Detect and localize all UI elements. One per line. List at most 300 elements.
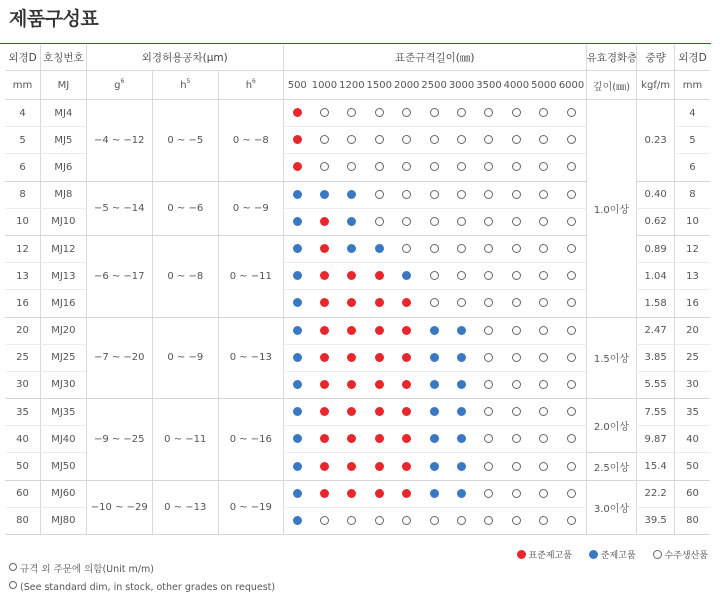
length-cell	[475, 208, 502, 235]
stock-dot-icon	[293, 407, 302, 416]
length-cell	[503, 235, 530, 262]
note-circle-icon	[9, 581, 17, 589]
order-circle-icon	[375, 108, 384, 117]
order-circle-icon	[567, 162, 576, 171]
stock-dot-icon	[293, 298, 302, 307]
order-circle-icon	[402, 162, 411, 171]
stock-dot-icon	[430, 380, 439, 389]
outer-d-right-cell: 35	[674, 399, 710, 426]
standard-dot-icon	[402, 462, 411, 471]
stock-dot-icon	[347, 190, 356, 199]
code-cell: MJ13	[41, 263, 87, 290]
title-divider	[0, 43, 711, 44]
outer-d-cell: 16	[5, 290, 41, 317]
code-cell: MJ80	[41, 507, 87, 534]
length-cell	[475, 290, 502, 317]
length-cell	[283, 100, 310, 127]
order-circle-icon	[430, 271, 439, 280]
legend	[503, 548, 709, 561]
standard-dot-icon	[375, 434, 384, 443]
standard-dot-icon	[320, 380, 329, 389]
code-cell: MJ25	[41, 344, 87, 371]
length-cell	[530, 317, 557, 344]
code-cell: MJ35	[41, 399, 87, 426]
stock-dot-icon	[457, 353, 466, 362]
length-cell	[420, 507, 447, 534]
length-cell	[366, 208, 393, 235]
length-cell	[283, 235, 310, 262]
order-circle-icon	[320, 135, 329, 144]
stock-dot-icon	[347, 217, 356, 226]
standard-dot-icon	[320, 326, 329, 335]
length-cell	[393, 399, 420, 426]
order-circle-icon	[539, 271, 548, 280]
standard-dot-icon	[375, 489, 384, 498]
order-circle-icon	[539, 353, 548, 362]
length-cell	[338, 399, 365, 426]
standard-dot-icon	[347, 462, 356, 471]
outer-d-right-cell: 13	[674, 263, 710, 290]
order-circle-icon	[512, 244, 521, 253]
tolerance-h6-cell: 0 ~ −19	[218, 480, 283, 534]
standard-dot-icon	[293, 135, 302, 144]
code-cell: MJ8	[41, 181, 87, 208]
length-cell	[475, 507, 502, 534]
order-circle-icon	[484, 217, 493, 226]
length-cell	[475, 154, 502, 181]
subheader-g6: $g^6$	[86, 71, 152, 100]
length-cell	[366, 507, 393, 534]
standard-dot-icon	[347, 271, 356, 280]
length-cell	[475, 100, 502, 127]
outer-d-cell: 6	[5, 154, 41, 181]
length-cell	[503, 344, 530, 371]
length-cell	[393, 100, 420, 127]
length-cell	[393, 480, 420, 507]
order-circle-icon	[402, 190, 411, 199]
outer-d-right-cell: 16	[674, 290, 710, 317]
stock-dot-icon	[457, 380, 466, 389]
length-cell	[366, 235, 393, 262]
length-cell	[283, 453, 310, 480]
legend-order: 수주생산품	[653, 551, 708, 561]
order-circle-icon	[430, 298, 439, 307]
outer-d-cell: 12	[5, 235, 41, 262]
stock-dot-icon	[457, 462, 466, 471]
outer-d-cell: 50	[5, 453, 41, 480]
length-cell	[393, 317, 420, 344]
order-circle-icon	[512, 108, 521, 117]
order-circle-icon	[512, 516, 521, 525]
order-circle-icon	[402, 108, 411, 117]
length-cell	[393, 127, 420, 154]
note-circle-icon	[9, 563, 17, 571]
length-cell	[283, 344, 310, 371]
length-cell	[366, 127, 393, 154]
length-cell	[558, 399, 587, 426]
length-cell	[393, 453, 420, 480]
length-cell	[503, 453, 530, 480]
length-cell	[393, 290, 420, 317]
product-table	[5, 45, 710, 535]
order-circle-icon	[539, 434, 548, 443]
standard-dot-icon	[375, 407, 384, 416]
order-circle-icon	[484, 271, 493, 280]
outer-d-cell: 20	[5, 317, 41, 344]
weight-cell: 1.04	[637, 263, 675, 290]
weight-cell: 0.40	[637, 181, 675, 208]
order-circle-icon	[457, 217, 466, 226]
outer-d-right-cell: 40	[674, 426, 710, 453]
outer-d-right-cell: 8	[674, 181, 710, 208]
length-cell	[393, 208, 420, 235]
order-circle-icon	[320, 162, 329, 171]
length-header: 3000	[448, 71, 475, 100]
length-cell	[338, 344, 365, 371]
order-circle-icon	[512, 298, 521, 307]
stock-dot-icon	[293, 353, 302, 362]
length-cell	[448, 344, 475, 371]
header-outer-d-right: 외경D	[674, 45, 710, 71]
length-cell	[558, 127, 587, 154]
length-cell	[366, 181, 393, 208]
order-circle-icon	[484, 353, 493, 362]
length-cell	[420, 290, 447, 317]
table-row	[5, 480, 710, 507]
header-outer-d: 외경D	[5, 45, 41, 71]
length-cell	[558, 263, 587, 290]
length-cell	[366, 100, 393, 127]
length-cell	[530, 426, 557, 453]
order-circle-icon	[402, 217, 411, 226]
length-cell	[448, 181, 475, 208]
order-circle-icon	[539, 244, 548, 253]
tolerance-h5-cell: 0 ~ −11	[152, 399, 218, 481]
outer-d-cell: 60	[5, 480, 41, 507]
length-cell	[475, 263, 502, 290]
order-circle-icon	[457, 108, 466, 117]
length-cell	[475, 453, 502, 480]
standard-dot-icon	[347, 298, 356, 307]
header-code: 호칭번호	[41, 45, 87, 71]
order-circle-icon	[347, 162, 356, 171]
length-cell	[475, 235, 502, 262]
length-cell	[475, 480, 502, 507]
length-cell	[311, 290, 338, 317]
length-cell	[558, 208, 587, 235]
length-header: 2500	[420, 71, 447, 100]
weight-cell: 0.62	[637, 208, 675, 235]
length-cell	[530, 290, 557, 317]
subheader-h6: $h^6$	[218, 71, 283, 100]
length-cell	[338, 426, 365, 453]
length-cell	[420, 344, 447, 371]
order-circle-icon	[539, 326, 548, 335]
standard-dot-icon	[347, 407, 356, 416]
stock-dot-icon	[293, 516, 302, 525]
order-circle-icon	[430, 162, 439, 171]
code-cell: MJ16	[41, 290, 87, 317]
order-circle-icon	[567, 217, 576, 226]
length-cell	[283, 507, 310, 534]
length-cell	[448, 154, 475, 181]
stock-dot-icon	[430, 353, 439, 362]
order-circle-icon	[567, 326, 576, 335]
weight-cell: 15.4	[637, 453, 675, 480]
stock-dot-icon	[293, 190, 302, 199]
length-cell	[311, 507, 338, 534]
hardening-cell: 1.5이상	[586, 317, 637, 399]
outer-d-right-cell: 50	[674, 453, 710, 480]
header-tolerance: 외경허용공차(μm)	[86, 45, 283, 71]
length-cell	[558, 100, 587, 127]
length-cell	[338, 127, 365, 154]
order-circle-icon	[653, 550, 662, 559]
subheader-mm-right: mm	[674, 71, 710, 100]
length-cell	[558, 507, 587, 534]
length-header: 4000	[503, 71, 530, 100]
standard-dot-icon	[375, 326, 384, 335]
length-cell	[503, 154, 530, 181]
outer-d-cell: 10	[5, 208, 41, 235]
standard-dot-icon	[347, 434, 356, 443]
length-cell	[448, 127, 475, 154]
order-circle-icon	[457, 516, 466, 525]
outer-d-cell: 30	[5, 371, 41, 398]
length-cell	[503, 371, 530, 398]
order-circle-icon	[484, 298, 493, 307]
stock-dot-icon	[457, 407, 466, 416]
standard-dot-icon	[293, 108, 302, 117]
length-cell	[448, 100, 475, 127]
length-cell	[475, 127, 502, 154]
length-cell	[366, 480, 393, 507]
order-circle-icon	[512, 462, 521, 471]
order-circle-icon	[484, 407, 493, 416]
weight-cell: 3.85	[637, 344, 675, 371]
length-cell	[366, 263, 393, 290]
order-circle-icon	[430, 190, 439, 199]
weight-cell: 7.55	[637, 399, 675, 426]
length-cell	[475, 371, 502, 398]
length-cell	[338, 371, 365, 398]
length-cell	[338, 154, 365, 181]
length-cell	[503, 100, 530, 127]
outer-d-cell: 13	[5, 263, 41, 290]
standard-dot-icon	[320, 407, 329, 416]
length-cell	[283, 208, 310, 235]
order-circle-icon	[539, 489, 548, 498]
order-circle-icon	[402, 516, 411, 525]
length-cell	[366, 426, 393, 453]
outer-d-cell: 4	[5, 100, 41, 127]
length-cell	[311, 208, 338, 235]
length-cell	[503, 507, 530, 534]
length-cell	[448, 263, 475, 290]
weight-cell: 0.23	[637, 100, 675, 182]
order-circle-icon	[484, 462, 493, 471]
outer-d-right-cell: 80	[674, 507, 710, 534]
length-cell	[393, 263, 420, 290]
stock-dot-icon	[430, 434, 439, 443]
length-cell	[311, 100, 338, 127]
length-cell	[311, 235, 338, 262]
weight-cell: 1.58	[637, 290, 675, 317]
weight-cell: 9.87	[637, 426, 675, 453]
order-circle-icon	[567, 353, 576, 362]
length-cell	[420, 371, 447, 398]
tolerance-h6-cell: 0 ~ −8	[218, 100, 283, 182]
length-cell	[311, 399, 338, 426]
length-cell	[393, 154, 420, 181]
tolerance-h5-cell: 0 ~ −8	[152, 235, 218, 317]
order-circle-icon	[567, 190, 576, 199]
length-cell	[283, 263, 310, 290]
tolerance-g6-cell: −5 ~ −14	[86, 181, 152, 235]
standard-dot-icon	[293, 162, 302, 171]
standard-dot-icon	[375, 462, 384, 471]
outer-d-cell: 8	[5, 181, 41, 208]
standard-dot-icon	[320, 244, 329, 253]
length-cell	[503, 290, 530, 317]
standard-dot-icon	[320, 353, 329, 362]
length-cell	[558, 154, 587, 181]
length-cell	[283, 480, 310, 507]
length-cell	[338, 181, 365, 208]
code-cell: MJ4	[41, 100, 87, 127]
order-circle-icon	[457, 190, 466, 199]
length-cell	[311, 181, 338, 208]
length-cell	[283, 317, 310, 344]
order-circle-icon	[539, 135, 548, 144]
order-circle-icon	[430, 108, 439, 117]
standard-dot-icon	[402, 489, 411, 498]
stock-dot-icon	[430, 462, 439, 471]
length-cell	[420, 208, 447, 235]
order-circle-icon	[567, 407, 576, 416]
order-circle-icon	[567, 462, 576, 471]
order-circle-icon	[512, 326, 521, 335]
standard-dot-icon	[402, 353, 411, 362]
stock-dot-icon	[402, 271, 411, 280]
length-header: 1000	[311, 71, 338, 100]
order-circle-icon	[484, 190, 493, 199]
standard-dot-icon	[375, 380, 384, 389]
standard-dot-icon	[320, 489, 329, 498]
order-circle-icon	[484, 489, 493, 498]
hardening-cell: 3.0이상	[586, 480, 637, 534]
header-weight: 중량	[637, 45, 675, 71]
weight-cell: 5.55	[637, 371, 675, 398]
order-circle-icon	[484, 434, 493, 443]
header-standard-lengths: 표준규격길이(㎜)	[283, 45, 586, 71]
length-cell	[338, 100, 365, 127]
length-cell	[420, 453, 447, 480]
order-circle-icon	[539, 108, 548, 117]
standard-dot-icon	[347, 326, 356, 335]
length-cell	[420, 127, 447, 154]
length-cell	[420, 181, 447, 208]
order-circle-icon	[539, 516, 548, 525]
standard-dot-icon	[347, 489, 356, 498]
order-circle-icon	[347, 135, 356, 144]
length-cell	[448, 426, 475, 453]
length-cell	[338, 480, 365, 507]
stock-dot-icon	[293, 271, 302, 280]
length-cell	[283, 426, 310, 453]
length-cell	[448, 453, 475, 480]
order-circle-icon	[484, 244, 493, 253]
length-header: 1200	[338, 71, 365, 100]
order-circle-icon	[457, 244, 466, 253]
length-cell	[283, 399, 310, 426]
stock-dot-icon	[457, 326, 466, 335]
length-cell	[311, 453, 338, 480]
stock-dot-icon	[293, 244, 302, 253]
code-cell: MJ5	[41, 127, 87, 154]
order-circle-icon	[512, 353, 521, 362]
length-cell	[311, 344, 338, 371]
code-cell: MJ10	[41, 208, 87, 235]
stock-dot-icon	[293, 489, 302, 498]
standard-dot-icon	[320, 434, 329, 443]
stock-dot-icon	[293, 462, 302, 471]
standard-dot-icon	[320, 271, 329, 280]
length-cell	[338, 290, 365, 317]
stock-dot-icon	[293, 380, 302, 389]
length-cell	[475, 317, 502, 344]
length-cell	[530, 507, 557, 534]
subheader-mj: MJ	[41, 71, 87, 100]
length-cell	[393, 235, 420, 262]
outer-d-cell: 5	[5, 127, 41, 154]
length-cell	[420, 480, 447, 507]
order-circle-icon	[457, 271, 466, 280]
standard-dot-icon	[375, 271, 384, 280]
length-cell	[530, 399, 557, 426]
standard-dot-icon	[320, 298, 329, 307]
page-title: 제품구성표	[9, 8, 99, 30]
order-circle-icon	[567, 489, 576, 498]
order-circle-icon	[320, 108, 329, 117]
length-cell	[338, 317, 365, 344]
length-cell	[366, 453, 393, 480]
standard-dot-icon	[402, 434, 411, 443]
tolerance-h5-cell: 0 ~ −9	[152, 317, 218, 399]
length-cell	[530, 263, 557, 290]
length-cell	[475, 426, 502, 453]
order-circle-icon	[484, 108, 493, 117]
length-cell	[311, 154, 338, 181]
length-cell	[448, 317, 475, 344]
outer-d-cell: 40	[5, 426, 41, 453]
length-header: 6000	[558, 71, 587, 100]
length-cell	[475, 181, 502, 208]
length-cell	[503, 426, 530, 453]
length-cell	[558, 235, 587, 262]
standard-dot-icon	[320, 462, 329, 471]
length-cell	[393, 507, 420, 534]
order-circle-icon	[567, 244, 576, 253]
hardening-cell: 1.0이상	[586, 100, 637, 318]
order-circle-icon	[430, 516, 439, 525]
order-circle-icon	[484, 326, 493, 335]
length-cell	[448, 507, 475, 534]
order-circle-icon	[567, 298, 576, 307]
order-circle-icon	[375, 135, 384, 144]
subheader-depth: 깊이(㎜)	[586, 71, 637, 100]
stock-dot-icon	[430, 489, 439, 498]
